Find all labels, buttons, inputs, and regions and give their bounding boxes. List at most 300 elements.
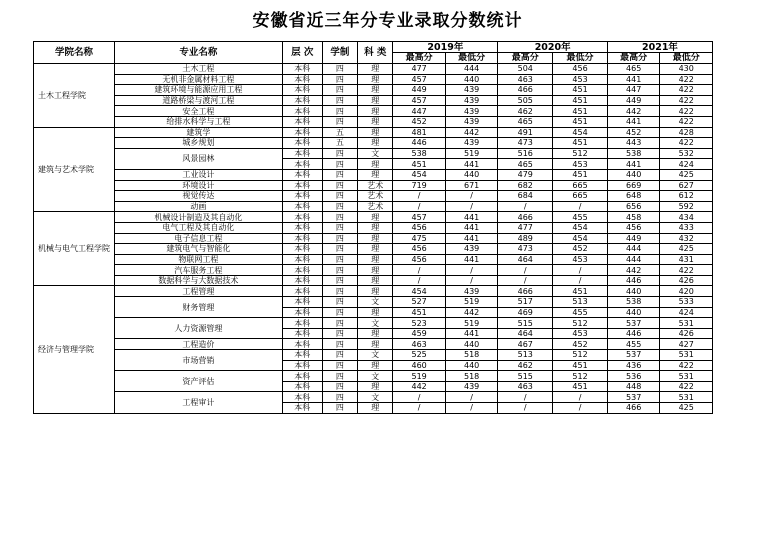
table-row [34, 106, 713, 117]
table-row [34, 180, 713, 191]
level-cell: 本科 [282, 286, 322, 297]
min-2020-cell: 512 [553, 350, 608, 361]
subject-cell: 理 [358, 381, 393, 392]
table-row [34, 74, 713, 85]
min-2020-cell: 451 [553, 169, 608, 180]
max-2020-cell: 469 [498, 307, 553, 318]
level-cell: 本科 [282, 159, 322, 170]
header-year-2020: 2020年 [498, 42, 608, 53]
major-name-cell: 工程造价 [115, 339, 283, 350]
min-2019-cell: 671 [445, 180, 498, 191]
max-2021-cell: 443 [607, 138, 659, 149]
header-min: 最低分 [445, 53, 498, 64]
max-2021-cell: 458 [607, 212, 659, 223]
min-2019-cell: 439 [445, 85, 498, 96]
min-2020-cell: / [553, 275, 608, 286]
min-2021-cell: 422 [660, 85, 713, 96]
level-cell: 本科 [282, 275, 322, 286]
subject-cell: 理 [358, 169, 393, 180]
subject-cell: 艺术 [358, 201, 393, 212]
max-2020-cell: / [498, 392, 553, 403]
header-max: 最高分 [607, 53, 659, 64]
max-2019-cell: 456 [393, 244, 445, 255]
max-2021-cell: 466 [607, 403, 659, 414]
min-2021-cell: 424 [660, 159, 713, 170]
table-row [34, 169, 713, 180]
max-2021-cell: 669 [607, 180, 659, 191]
min-2020-cell: 452 [553, 339, 608, 350]
subject-cell: 文 [358, 350, 393, 361]
subject-cell: 艺术 [358, 180, 393, 191]
min-2019-cell: 439 [445, 95, 498, 106]
min-2020-cell: 451 [553, 286, 608, 297]
level-cell: 本科 [282, 328, 322, 339]
min-2021-cell: 533 [660, 297, 713, 308]
major-name-cell: 汽车服务工程 [115, 265, 283, 276]
table-row [34, 286, 713, 297]
max-2019-cell: 527 [393, 297, 445, 308]
max-2021-cell: 441 [607, 74, 659, 85]
min-2021-cell: 425 [660, 244, 713, 255]
level-cell: 本科 [282, 360, 322, 371]
max-2019-cell: / [393, 265, 445, 276]
min-2019-cell: 518 [445, 371, 498, 382]
max-2021-cell: 456 [607, 222, 659, 233]
subject-cell: 理 [358, 275, 393, 286]
min-2019-cell: 439 [445, 138, 498, 149]
max-2019-cell: 454 [393, 286, 445, 297]
min-2020-cell: / [553, 265, 608, 276]
college-name-cell: 土木工程学院 [34, 64, 115, 128]
level-cell: 本科 [282, 138, 322, 149]
min-2021-cell: 430 [660, 64, 713, 75]
duration-cell: 四 [322, 148, 357, 159]
min-2019-cell: 440 [445, 360, 498, 371]
min-2021-cell: 531 [660, 392, 713, 403]
max-2020-cell: / [498, 403, 553, 414]
max-2019-cell: 442 [393, 381, 445, 392]
table-row [34, 244, 713, 255]
max-2019-cell: 457 [393, 74, 445, 85]
min-2019-cell: 440 [445, 169, 498, 180]
min-2019-cell: / [445, 392, 498, 403]
min-2019-cell: / [445, 201, 498, 212]
subject-cell: 艺术 [358, 191, 393, 202]
duration-cell: 四 [322, 403, 357, 414]
min-2019-cell: 439 [445, 106, 498, 117]
max-2019-cell: 451 [393, 159, 445, 170]
level-cell: 本科 [282, 254, 322, 265]
min-2020-cell: / [553, 403, 608, 414]
max-2020-cell: 462 [498, 360, 553, 371]
max-2021-cell: 449 [607, 95, 659, 106]
max-2019-cell: 481 [393, 127, 445, 138]
max-2021-cell: 440 [607, 307, 659, 318]
max-2021-cell: 648 [607, 191, 659, 202]
max-2020-cell: 464 [498, 254, 553, 265]
min-2019-cell: 441 [445, 254, 498, 265]
max-2021-cell: 656 [607, 201, 659, 212]
max-2020-cell: 466 [498, 212, 553, 223]
max-2021-cell: 444 [607, 244, 659, 255]
level-cell: 本科 [282, 116, 322, 127]
min-2019-cell: 441 [445, 212, 498, 223]
page-title: 安徽省近三年分专业录取分数统计 [252, 11, 523, 31]
table-row [34, 371, 713, 382]
level-cell: 本科 [282, 74, 322, 85]
duration-cell: 四 [322, 328, 357, 339]
max-2021-cell: 537 [607, 392, 659, 403]
min-2020-cell: 512 [553, 371, 608, 382]
level-cell: 本科 [282, 127, 322, 138]
duration-cell: 四 [322, 222, 357, 233]
level-cell: 本科 [282, 339, 322, 350]
major-name-cell: 资产评估 [115, 371, 283, 392]
major-name-cell: 建筑学 [115, 127, 283, 138]
min-2020-cell: 665 [553, 180, 608, 191]
subject-cell: 理 [358, 64, 393, 75]
subject-cell: 理 [358, 307, 393, 318]
min-2019-cell: 441 [445, 159, 498, 170]
duration-cell: 四 [322, 275, 357, 286]
table-row [34, 138, 713, 149]
max-2021-cell: 446 [607, 275, 659, 286]
max-2021-cell: 465 [607, 64, 659, 75]
min-2020-cell: 451 [553, 360, 608, 371]
min-2021-cell: 420 [660, 286, 713, 297]
duration-cell: 五 [322, 127, 357, 138]
max-2019-cell: 459 [393, 328, 445, 339]
min-2020-cell: 451 [553, 116, 608, 127]
max-2021-cell: 455 [607, 339, 659, 350]
subject-cell: 文 [358, 297, 393, 308]
subject-cell: 理 [358, 233, 393, 244]
max-2020-cell: 477 [498, 222, 553, 233]
subject-cell: 文 [358, 318, 393, 329]
level-cell: 本科 [282, 106, 322, 117]
max-2021-cell: 441 [607, 116, 659, 127]
duration-cell: 四 [322, 307, 357, 318]
duration-cell: 四 [322, 233, 357, 244]
max-2020-cell: 515 [498, 371, 553, 382]
min-2019-cell: 439 [445, 116, 498, 127]
table-row [34, 392, 713, 403]
major-name-cell: 无机非金属材料工程 [115, 74, 283, 85]
min-2020-cell: 451 [553, 106, 608, 117]
max-2019-cell: 456 [393, 222, 445, 233]
table-row [34, 201, 713, 212]
level-cell: 本科 [282, 350, 322, 361]
max-2019-cell: / [393, 191, 445, 202]
subject-cell: 理 [358, 339, 393, 350]
duration-cell: 四 [322, 180, 357, 191]
subject-cell: 理 [358, 85, 393, 96]
duration-cell: 四 [322, 212, 357, 223]
major-name-cell: 工程审计 [115, 392, 283, 413]
min-2019-cell: 440 [445, 74, 498, 85]
level-cell: 本科 [282, 148, 322, 159]
max-2019-cell: 538 [393, 148, 445, 159]
min-2019-cell: 439 [445, 381, 498, 392]
duration-cell: 四 [322, 64, 357, 75]
max-2021-cell: 446 [607, 328, 659, 339]
max-2020-cell: 466 [498, 286, 553, 297]
min-2020-cell: 453 [553, 74, 608, 85]
subject-cell: 理 [358, 106, 393, 117]
header-major: 专业名称 [115, 42, 283, 64]
max-2020-cell: 491 [498, 127, 553, 138]
max-2019-cell: 519 [393, 371, 445, 382]
max-2019-cell: 457 [393, 212, 445, 223]
duration-cell: 四 [322, 318, 357, 329]
table-row [34, 275, 713, 286]
min-2021-cell: 425 [660, 169, 713, 180]
min-2019-cell: 439 [445, 244, 498, 255]
major-name-cell: 环境设计 [115, 180, 283, 191]
table-row [34, 64, 713, 75]
max-2020-cell: 516 [498, 148, 553, 159]
level-cell: 本科 [282, 307, 322, 318]
max-2020-cell: 465 [498, 159, 553, 170]
min-2020-cell: 512 [553, 148, 608, 159]
max-2021-cell: 440 [607, 169, 659, 180]
min-2021-cell: 422 [660, 265, 713, 276]
max-2020-cell: 682 [498, 180, 553, 191]
max-2020-cell: 479 [498, 169, 553, 180]
max-2021-cell: 448 [607, 381, 659, 392]
max-2019-cell: 457 [393, 95, 445, 106]
header-min: 最低分 [660, 53, 713, 64]
header-max: 最高分 [498, 53, 553, 64]
max-2020-cell: / [498, 201, 553, 212]
table-row [34, 191, 713, 202]
level-cell: 本科 [282, 222, 322, 233]
min-2021-cell: 422 [660, 360, 713, 371]
min-2019-cell: 518 [445, 350, 498, 361]
max-2021-cell: 447 [607, 85, 659, 96]
max-2020-cell: 684 [498, 191, 553, 202]
header-duration: 学制 [322, 42, 357, 64]
table-row [34, 127, 713, 138]
min-2021-cell: 422 [660, 116, 713, 127]
table-header [34, 42, 713, 64]
level-cell: 本科 [282, 201, 322, 212]
college-name-cell: 经济与管理学院 [34, 286, 115, 413]
max-2020-cell: 515 [498, 318, 553, 329]
max-2019-cell: 525 [393, 350, 445, 361]
major-name-cell: 人力资源管理 [115, 318, 283, 339]
min-2020-cell: 451 [553, 85, 608, 96]
level-cell: 本科 [282, 233, 322, 244]
max-2019-cell: / [393, 201, 445, 212]
max-2019-cell: 449 [393, 85, 445, 96]
max-2019-cell: 719 [393, 180, 445, 191]
level-cell: 本科 [282, 191, 322, 202]
level-cell: 本科 [282, 371, 322, 382]
max-2020-cell: 513 [498, 350, 553, 361]
level-cell: 本科 [282, 244, 322, 255]
table-row [34, 350, 713, 361]
min-2021-cell: 532 [660, 148, 713, 159]
max-2019-cell: / [393, 275, 445, 286]
min-2020-cell: 453 [553, 254, 608, 265]
min-2021-cell: 612 [660, 191, 713, 202]
max-2019-cell: 454 [393, 169, 445, 180]
min-2021-cell: 627 [660, 180, 713, 191]
duration-cell: 四 [322, 392, 357, 403]
header-college: 学院名称 [34, 42, 115, 64]
duration-cell: 五 [322, 138, 357, 149]
min-2021-cell: 433 [660, 222, 713, 233]
college-name-cell: 建筑与艺术学院 [34, 127, 115, 212]
duration-cell: 四 [322, 254, 357, 265]
level-cell: 本科 [282, 85, 322, 96]
min-2021-cell: 428 [660, 127, 713, 138]
level-cell: 本科 [282, 297, 322, 308]
max-2021-cell: 436 [607, 360, 659, 371]
max-2019-cell: 456 [393, 254, 445, 265]
max-2021-cell: 441 [607, 159, 659, 170]
max-2019-cell: 447 [393, 106, 445, 117]
max-2021-cell: 440 [607, 286, 659, 297]
duration-cell: 四 [322, 371, 357, 382]
level-cell: 本科 [282, 381, 322, 392]
college-name-cell: 机械与电气工程学院 [34, 212, 115, 286]
major-name-cell: 电气工程及其自动化 [115, 222, 283, 233]
max-2019-cell: / [393, 403, 445, 414]
major-name-cell: 动画 [115, 201, 283, 212]
min-2021-cell: 422 [660, 74, 713, 85]
max-2021-cell: 536 [607, 371, 659, 382]
level-cell: 本科 [282, 169, 322, 180]
subject-cell: 理 [358, 403, 393, 414]
table-row [34, 95, 713, 106]
min-2020-cell: 451 [553, 138, 608, 149]
min-2020-cell: / [553, 201, 608, 212]
min-2019-cell: 519 [445, 148, 498, 159]
subject-cell: 理 [358, 95, 393, 106]
duration-cell: 四 [322, 201, 357, 212]
min-2021-cell: 422 [660, 106, 713, 117]
major-name-cell: 市场营销 [115, 350, 283, 371]
major-name-cell: 机械设计制造及其自动化 [115, 212, 283, 223]
table-row [34, 339, 713, 350]
table-row [34, 254, 713, 265]
min-2021-cell: 422 [660, 138, 713, 149]
subject-cell: 理 [358, 222, 393, 233]
max-2019-cell: 523 [393, 318, 445, 329]
min-2019-cell: 442 [445, 307, 498, 318]
max-2019-cell: 452 [393, 116, 445, 127]
min-2020-cell: 455 [553, 307, 608, 318]
major-name-cell: 土木工程 [115, 64, 283, 75]
max-2020-cell: 505 [498, 95, 553, 106]
min-2020-cell: 454 [553, 233, 608, 244]
min-2019-cell: / [445, 403, 498, 414]
duration-cell: 四 [322, 360, 357, 371]
duration-cell: 四 [322, 74, 357, 85]
min-2020-cell: 456 [553, 64, 608, 75]
duration-cell: 四 [322, 95, 357, 106]
min-2021-cell: 531 [660, 371, 713, 382]
subject-cell: 理 [358, 360, 393, 371]
duration-cell: 四 [322, 381, 357, 392]
duration-cell: 四 [322, 286, 357, 297]
table-row [34, 233, 713, 244]
level-cell: 本科 [282, 95, 322, 106]
min-2021-cell: 434 [660, 212, 713, 223]
duration-cell: 四 [322, 191, 357, 202]
subject-cell: 文 [358, 148, 393, 159]
subject-cell: 理 [358, 212, 393, 223]
major-name-cell: 工业设计 [115, 169, 283, 180]
min-2021-cell: 592 [660, 201, 713, 212]
major-name-cell: 建筑电气与智能化 [115, 244, 283, 255]
max-2019-cell: 463 [393, 339, 445, 350]
max-2021-cell: 538 [607, 148, 659, 159]
major-name-cell: 给排水科学与工程 [115, 116, 283, 127]
min-2019-cell: / [445, 275, 498, 286]
level-cell: 本科 [282, 318, 322, 329]
table-row [34, 265, 713, 276]
min-2019-cell: 439 [445, 286, 498, 297]
subject-cell: 理 [358, 159, 393, 170]
min-2021-cell: 422 [660, 95, 713, 106]
subject-cell: 理 [358, 254, 393, 265]
max-2019-cell: / [393, 392, 445, 403]
max-2020-cell: 462 [498, 106, 553, 117]
max-2020-cell: 465 [498, 116, 553, 127]
min-2021-cell: 424 [660, 307, 713, 318]
min-2019-cell: 519 [445, 318, 498, 329]
min-2019-cell: 441 [445, 328, 498, 339]
major-name-cell: 电子信息工程 [115, 233, 283, 244]
table-row [34, 212, 713, 223]
max-2020-cell: 504 [498, 64, 553, 75]
min-2020-cell: 513 [553, 297, 608, 308]
max-2020-cell: 517 [498, 297, 553, 308]
min-2021-cell: 426 [660, 328, 713, 339]
min-2019-cell: / [445, 265, 498, 276]
min-2020-cell: 452 [553, 244, 608, 255]
subject-cell: 理 [358, 286, 393, 297]
table-row [34, 148, 713, 159]
min-2019-cell: 519 [445, 297, 498, 308]
max-2019-cell: 451 [393, 307, 445, 318]
min-2021-cell: 531 [660, 350, 713, 361]
table-row [34, 85, 713, 96]
table-row [34, 318, 713, 329]
level-cell: 本科 [282, 212, 322, 223]
min-2020-cell: 665 [553, 191, 608, 202]
table-row [34, 116, 713, 127]
min-2020-cell: 512 [553, 318, 608, 329]
duration-cell: 四 [322, 85, 357, 96]
major-name-cell: 财务管理 [115, 297, 283, 318]
min-2019-cell: 442 [445, 127, 498, 138]
max-2020-cell: 464 [498, 328, 553, 339]
min-2019-cell: 441 [445, 233, 498, 244]
min-2021-cell: 531 [660, 318, 713, 329]
max-2020-cell: 463 [498, 381, 553, 392]
max-2021-cell: 537 [607, 318, 659, 329]
max-2020-cell: 466 [498, 85, 553, 96]
table-body [34, 64, 713, 414]
max-2019-cell: 475 [393, 233, 445, 244]
major-name-cell: 安全工程 [115, 106, 283, 117]
max-2019-cell: 460 [393, 360, 445, 371]
max-2020-cell: 489 [498, 233, 553, 244]
